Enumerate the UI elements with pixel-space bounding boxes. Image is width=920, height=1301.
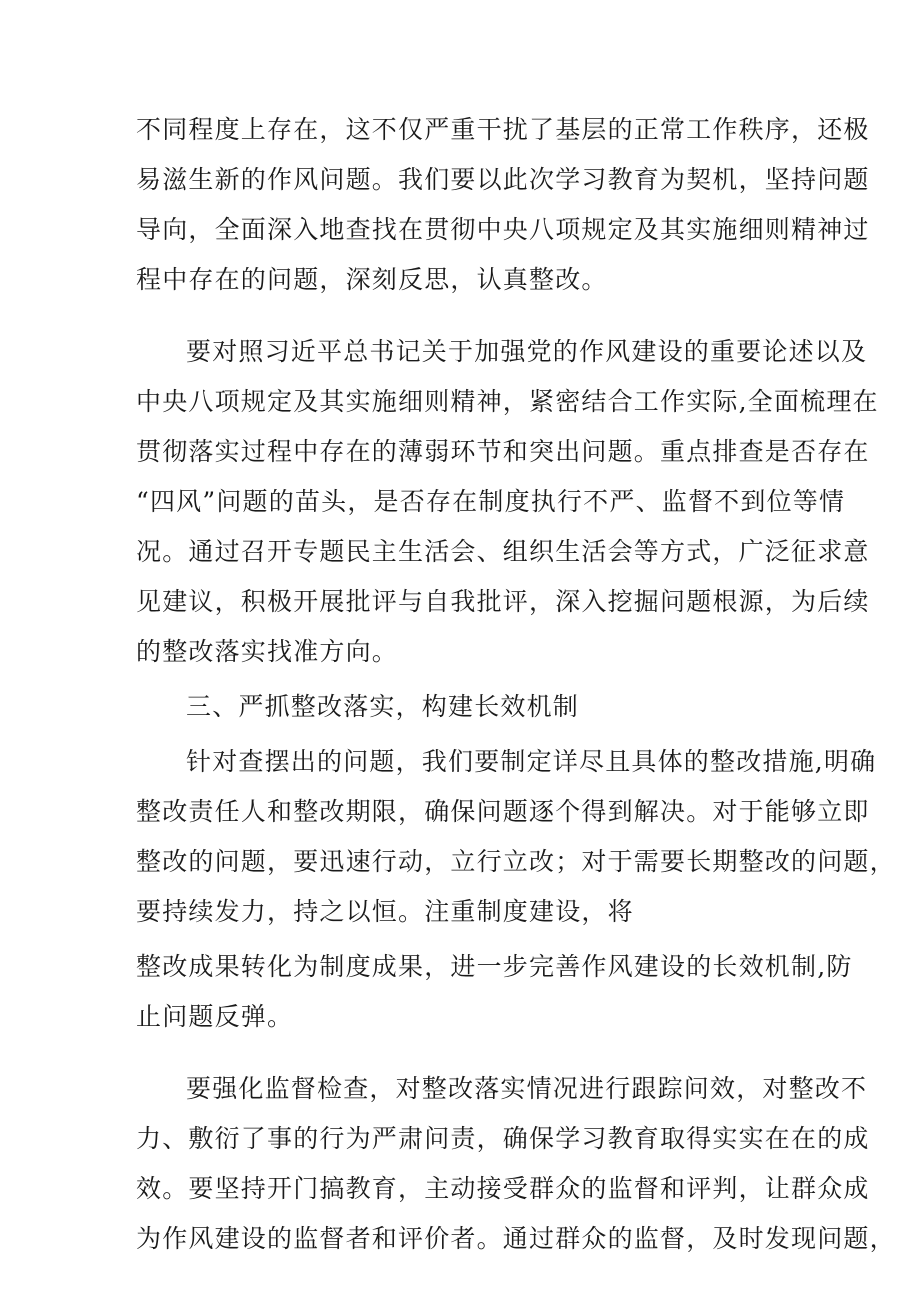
paragraph-line: 力、敷衍了事的行为严肃问责，确保学习教育取得实实在在的成 [136,1124,870,1153]
section-heading: 三、严抓整改落实，构建长效机制 [186,692,580,721]
paragraph-line: 要强化监督检查，对整改落实情况进行跟踪问效，对整改不 [186,1074,868,1103]
paragraph-line: 程中存在的问题，深刻反思，认真整改。 [136,265,608,294]
paragraph-line: 见建议，积极开展批评与自我批评，深入挖掘问题根源，为后续 [136,587,870,616]
paragraph-line: 要对照习近平总书记关于加强党的作风建设的重要论述以及 [186,337,868,366]
paragraph-line: 要持续发力，持之以恒。注重制度建设，将 [136,897,634,926]
paragraph-line: 况。通过召开专题民主生活会、组织生活会等方式，广泛征求意 [136,537,870,566]
paragraph-line: 中央八项规定及其实施细则精神，紧密结合工作实际,全面梳理在 [136,387,879,416]
paragraph-line: 导向，全面深入地查找在贯彻中央八项规定及其实施细则精神过 [136,215,870,244]
paragraph-line: 止问题反弹。 [136,1002,294,1031]
paragraph-line: 的整改落实找准方向。 [136,637,399,666]
paragraph-line: 不同程度上存在，这不仅严重干扰了基层的正常工作秩序，还极 [136,115,870,144]
paragraph-line: 整改的问题，要迅速行动，立行立改；对于需要长期整改的问题， [136,847,896,876]
paragraph-line: 整改成果转化为制度成果，进一步完善作风建设的长效机制,防 [136,952,853,981]
paragraph-line: 为作风建设的监督者和评价者。通过群众的监督，及时发现问题， [136,1224,896,1253]
paragraph-line: 针对查摆出的问题，我们要制定详尽且具体的整改措施,明确 [186,747,877,776]
paragraph-line: 整改责任人和整改期限，确保问题逐个得到解决。对于能够立即 [136,797,870,826]
paragraph-line: 效。要坚持开门搞教育，主动接受群众的监督和评判，让群众成 [136,1174,870,1203]
paragraph-line: 易滋生新的作风问题。我们要以此次学习教育为契机，坚持问题 [136,165,870,194]
paragraph-line: “四风”问题的苗头，是否存在制度执行不严、监督不到位等情 [136,487,846,516]
paragraph-line: 贯彻落实过程中存在的薄弱环节和突出问题。重点排查是否存在 [136,437,870,466]
